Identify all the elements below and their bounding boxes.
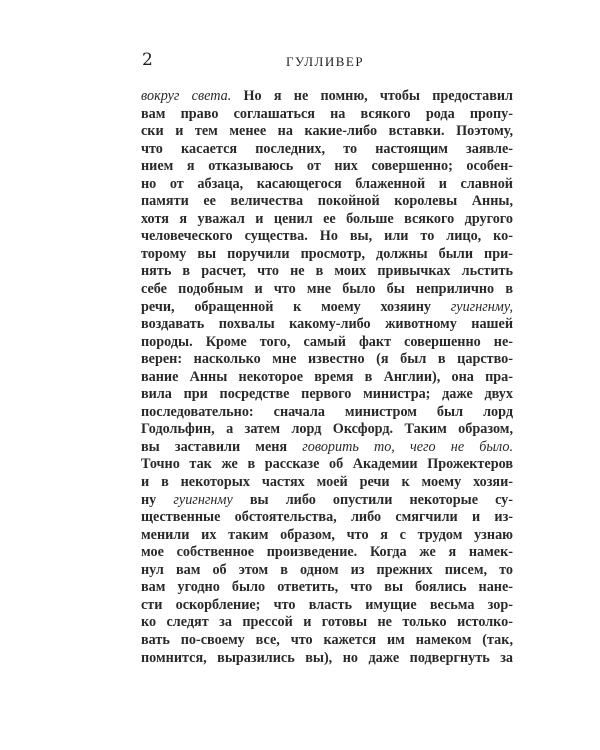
text-line	[141, 509, 513, 527]
text-segment: последовательно: сначала министром был лорд	[141, 403, 513, 420]
text-line	[141, 492, 513, 510]
text-line	[141, 597, 513, 615]
text-line	[141, 650, 513, 668]
text-segment: ну	[141, 491, 174, 508]
italic-text: вокруг света.	[141, 88, 232, 104]
text-line	[141, 632, 513, 650]
text-segment: Годольфин, а затем лорд Оксфорд. Таким образом,	[141, 421, 513, 438]
text-segment: вам право соглашаться на всякого рода пропу-	[141, 105, 513, 122]
text-line	[141, 158, 513, 176]
text-line	[141, 106, 513, 124]
text-line	[141, 404, 513, 422]
text-segment: нием я отказываюсь от них совершенно; особен-	[141, 158, 513, 175]
text-segment: и в некоторых частях моей речи к моему хозяи-	[141, 474, 513, 491]
text-segment: ски и тем менее на какие-либо вставки. Поэтому,	[141, 123, 513, 140]
text-line	[141, 334, 513, 352]
text-segment: Но я не помню, чтобы предоставил	[231, 88, 513, 104]
text-line	[141, 562, 513, 580]
text-line	[141, 351, 513, 369]
page-number: 2	[142, 50, 153, 70]
text-line	[141, 474, 513, 492]
text-line	[141, 614, 513, 632]
text-segment: воздавать похвалы какому-либо животному нашей	[141, 316, 513, 333]
text-line	[141, 228, 513, 246]
text-line	[141, 579, 513, 597]
text-line	[141, 439, 513, 457]
text-segment: щественные обстоятельства, либо смягчили и из-	[141, 509, 513, 526]
italic-text: гуигнгнму,	[450, 298, 513, 315]
text-segment: нять в расчет, что не в моих привычках льстить	[141, 263, 513, 280]
text-line	[141, 544, 513, 562]
text-line	[141, 263, 513, 281]
text-segment: памяти ее величества покойной королевы Анны,	[141, 193, 513, 210]
text-segment: помнится, выразились вы), но даже подвергнуть за	[141, 649, 513, 666]
text-segment: торому вы поручили просмотр, должны были при-	[141, 245, 513, 262]
running-title: ГУЛЛИВЕР	[285, 54, 365, 69]
text-segment: вать по-своему все, что кажется им намеком (так,	[141, 631, 513, 648]
text-segment: человеческого существа. Но вы, или то лицо, ко-	[141, 228, 513, 245]
text-segment: вы либо опустили некоторые су-	[232, 491, 513, 508]
text-line	[141, 141, 513, 159]
text-segment: мое собственное произведение. Когда же я намек-	[141, 544, 513, 561]
text-line	[141, 123, 513, 141]
text-line	[141, 176, 513, 194]
text-line	[141, 456, 513, 474]
text-line	[141, 421, 513, 439]
text-segment: но от абзаца, касающегося блаженной и славной	[141, 175, 513, 192]
text-segment: вила при посредстве первого министра; даже двух	[141, 386, 513, 403]
text-segment: себе подобным и что мне было бы неприлично в	[141, 281, 513, 298]
text-segment: что касается последних, то настоящим заявле-	[141, 140, 513, 157]
text-segment: породы. Кроме того, самый факт совершенно не-	[141, 333, 513, 350]
page-body-text	[141, 88, 513, 667]
text-segment: верен: насколько мне известно (я был в царство-	[141, 351, 513, 368]
text-segment: вание Анны некоторое время в Англии), она пра-	[141, 368, 513, 385]
text-line	[141, 369, 513, 387]
italic-text: гуигнгнму	[173, 491, 233, 508]
text-line	[141, 299, 513, 317]
text-segment: нул вам об этом в одном из прежних писем, то	[141, 561, 513, 578]
text-line	[141, 88, 513, 106]
italic-text: говорить то, чего не было.	[302, 438, 513, 455]
text-segment: менили их таким образом, что я с трудом узнаю	[141, 526, 513, 543]
text-line	[141, 193, 513, 211]
text-segment: сти оскорбление; что власть имущие весьма зор-	[141, 596, 513, 613]
text-line	[141, 246, 513, 264]
text-line	[141, 281, 513, 299]
text-line	[141, 527, 513, 545]
text-segment: вам угодно было ответить, что вы боялись нане-	[141, 579, 513, 596]
text-segment: хотя я уважал и ценил ее больше всякого другого	[141, 210, 513, 227]
text-segment: ко следят за прессой и готовы не только истолко-	[141, 614, 513, 631]
text-segment: речи, обращенной к моему хозяину	[141, 298, 451, 315]
text-line	[141, 211, 513, 229]
text-line	[141, 316, 513, 334]
text-line	[141, 386, 513, 404]
text-segment: вы заставили меня	[141, 438, 303, 455]
text-segment: Точно так же в рассказе об Академии Прожектеров	[141, 456, 513, 473]
